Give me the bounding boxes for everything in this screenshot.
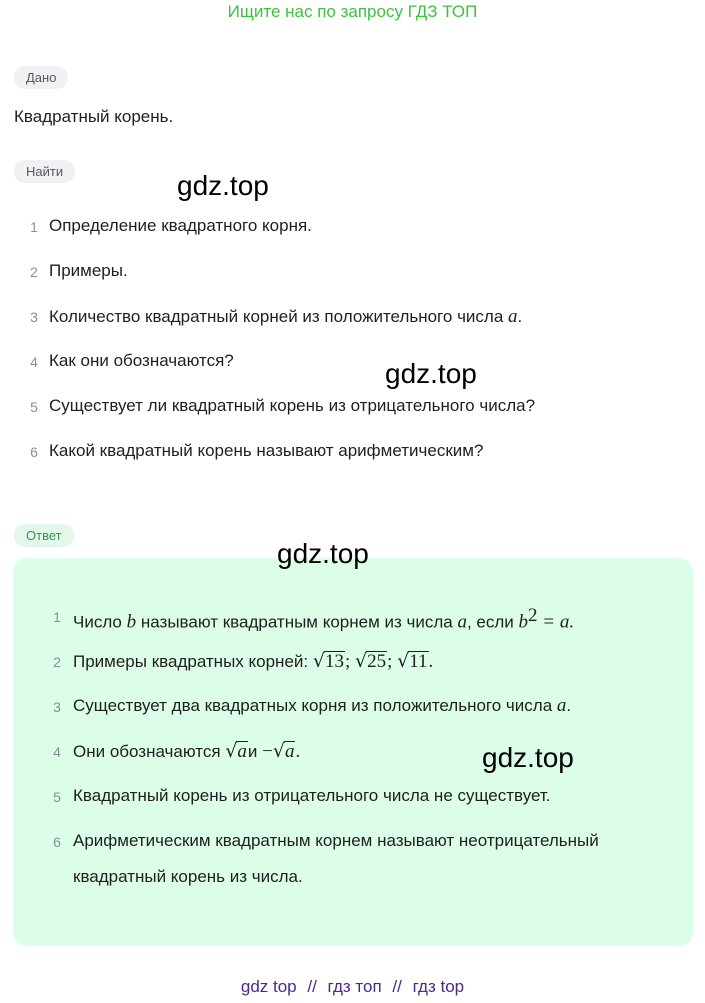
item-text: Примеры. [49, 261, 128, 280]
item-text: , если [466, 612, 514, 632]
watermark: gdz.top [277, 538, 369, 569]
item-number: 2 [30, 264, 38, 280]
item-text: и [247, 742, 258, 761]
footer-link-gdz-top[interactable]: gdz top [240, 977, 297, 996]
sqrt-icon: √ [397, 650, 410, 672]
item-number: 1 [30, 219, 38, 235]
math-expression: = a. [542, 611, 575, 633]
math-separator: . [295, 741, 301, 762]
answer-label: Ответ [14, 524, 74, 547]
sqrt-argument: 13 [324, 651, 344, 672]
item-text-wrap [49, 306, 522, 328]
sqrt-icon: √ [354, 650, 368, 672]
item-text: Арифметическим квадратным корнем называют неотрицательный квадратный корень из числа. [73, 831, 599, 886]
item-text-wrap [73, 733, 673, 770]
item-text: Какой квадратный корень называют арифметическим? [49, 441, 484, 460]
sqrt-argument: a [284, 741, 295, 762]
item-text: Примеры квадратных корней: [73, 652, 309, 671]
item-number: 5 [30, 399, 38, 415]
item-text: Они обозначаются [73, 742, 221, 761]
footer-separator: // [307, 977, 317, 996]
given-label: Дано [14, 66, 68, 89]
math-separator: ; [344, 651, 351, 672]
sqrt-expression [313, 643, 345, 680]
item-number: 4 [53, 744, 61, 760]
answer-card [13, 558, 693, 946]
item-text-tail: . [517, 307, 523, 326]
sqrt-icon: √ [312, 650, 325, 672]
item-text-wrap [73, 598, 673, 641]
list-item [37, 831, 677, 911]
math-variable: b [126, 611, 137, 633]
item-number: 3 [53, 699, 61, 715]
math-variable: a [457, 611, 467, 633]
item-text-wrap [73, 688, 673, 724]
math-variable: b [518, 611, 529, 633]
sqrt-expression [273, 733, 296, 770]
sqrt-expression [397, 643, 428, 680]
item-text: Число [73, 612, 122, 632]
list-item [14, 351, 694, 396]
list-item [14, 396, 694, 441]
item-text-wrap [73, 643, 673, 680]
footer-links [0, 977, 705, 997]
item-number: 1 [53, 609, 61, 625]
math-exponent: 2 [528, 605, 538, 626]
given-text: Квадратный корень. [14, 107, 174, 126]
sqrt-icon: √ [272, 740, 285, 762]
item-number: 4 [30, 354, 38, 370]
item-text: Квадратный корень из отрицательного числа не существует. [73, 786, 551, 805]
minus-sign: − [262, 741, 273, 762]
math-variable: a [508, 306, 518, 327]
item-text: Существует ли квадратный корень из отрицательного числа? [49, 396, 536, 415]
item-text: Определение квадратного корня. [49, 216, 312, 235]
sqrt-argument: a [237, 741, 247, 762]
watermark: gdz.top [482, 742, 574, 773]
list-item [14, 306, 694, 351]
find-label: Найти [14, 160, 75, 183]
math-separator: . [428, 651, 434, 672]
footer-link-gdz-top-ru[interactable]: гдз топ [327, 977, 382, 996]
item-text: Как они обозначаются? [49, 351, 234, 370]
item-number: 6 [30, 444, 38, 460]
item-text: Количество квадратный корней из положительного числа [49, 307, 504, 326]
math-variable: a [556, 695, 567, 716]
item-number: 2 [53, 654, 61, 670]
list-item [14, 216, 694, 261]
item-text: . [566, 696, 572, 715]
answer-list [37, 606, 677, 911]
sqrt-icon: √ [225, 740, 238, 762]
search-hint-banner: Ищите нас по запросу ГДЗ ТОП [227, 2, 478, 21]
find-list [14, 216, 694, 486]
footer-link-gdz-top-mixed[interactable]: гдз top [412, 977, 465, 996]
sqrt-expression [355, 643, 387, 680]
watermark: gdz.top [177, 170, 269, 201]
footer-separator: // [392, 977, 402, 996]
item-text: называют квадратным корнем из числа [140, 612, 453, 632]
list-item [14, 441, 694, 486]
sqrt-argument: 25 [367, 651, 387, 672]
item-text: Существует два квадратных корня из положительного числа [73, 696, 553, 715]
math-separator: ; [387, 651, 393, 672]
list-item [14, 261, 694, 306]
item-number: 3 [30, 309, 38, 325]
sqrt-argument: 11 [409, 651, 428, 672]
item-number: 6 [53, 834, 61, 850]
sqrt-expression [225, 733, 248, 770]
watermark: gdz.top [385, 358, 477, 389]
item-number: 5 [53, 789, 61, 805]
